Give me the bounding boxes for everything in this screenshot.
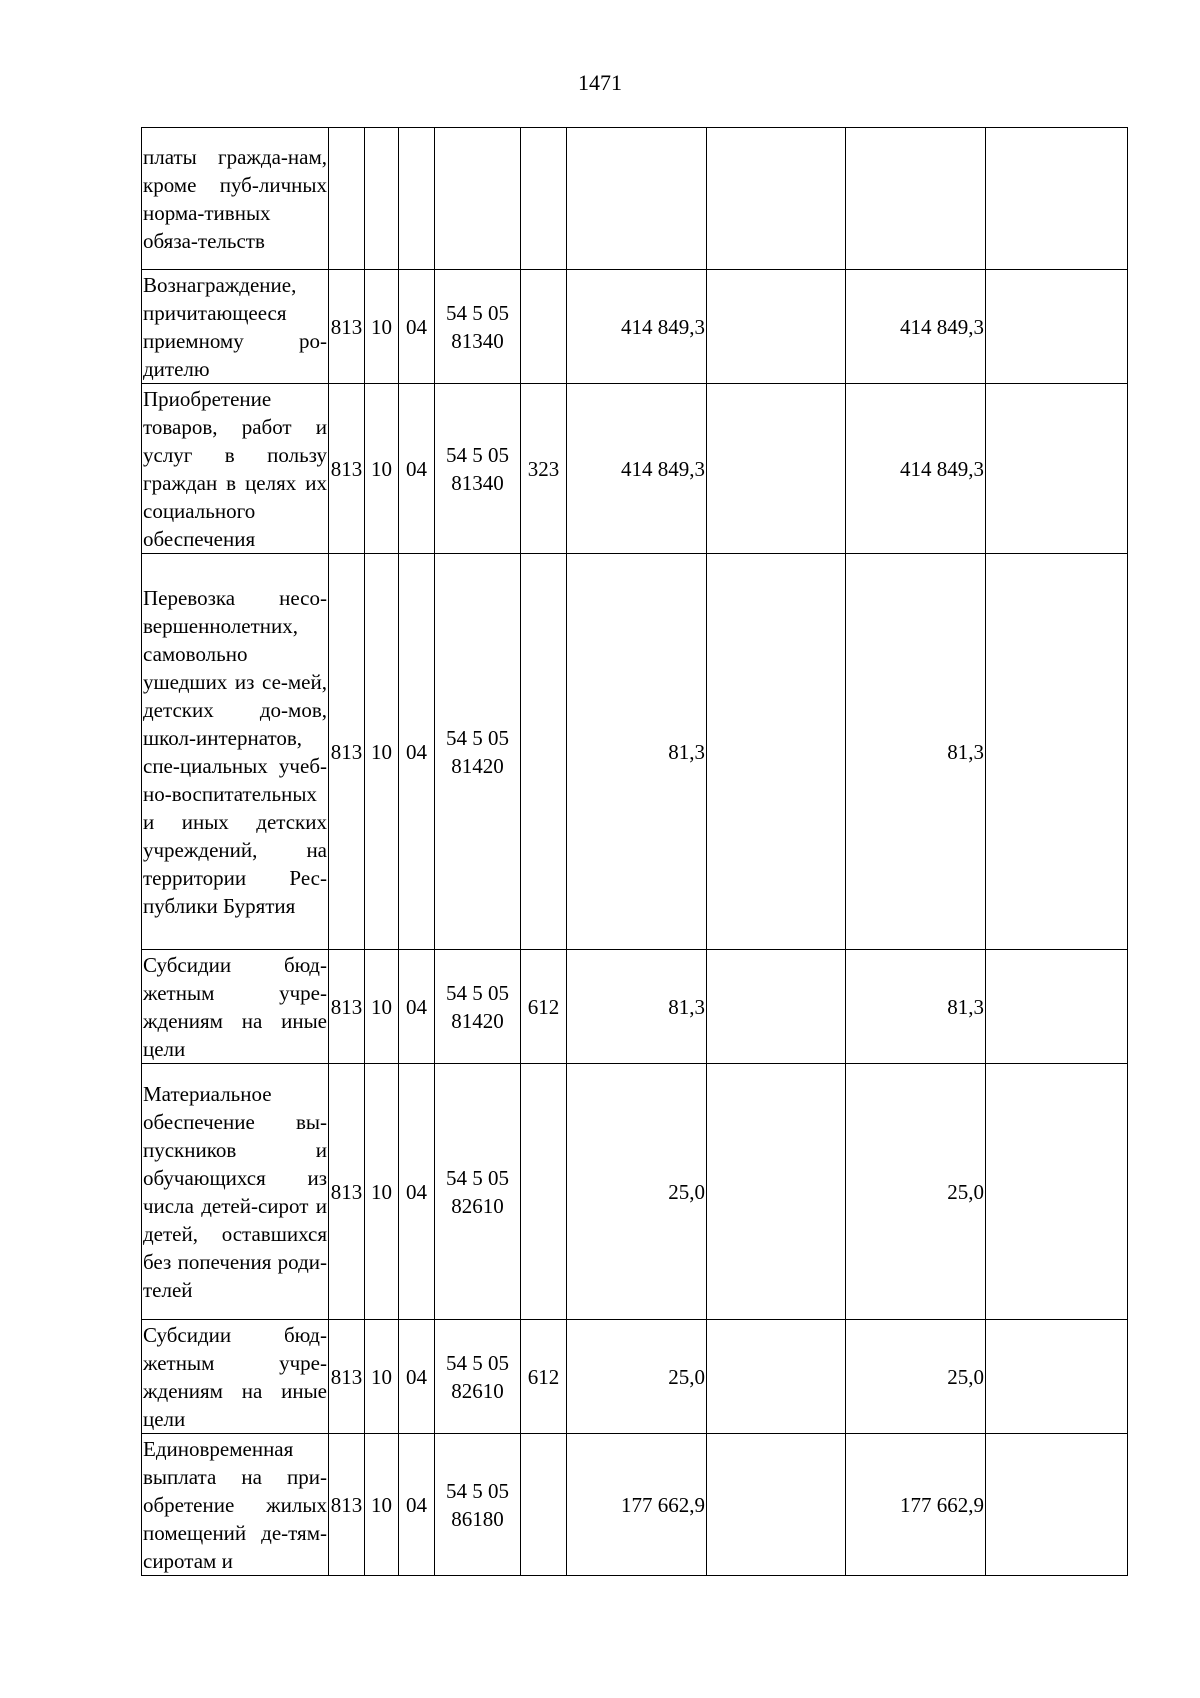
amount-other <box>986 128 1128 270</box>
target-article-code: 54 5 05 82610 <box>435 1320 521 1434</box>
table-row <box>142 128 1128 270</box>
target-article-code: 54 5 05 81340 <box>435 384 521 554</box>
ministry-code: 813 <box>329 1320 365 1434</box>
subsection-code: 04 <box>399 554 435 950</box>
table-row <box>142 1434 1128 1576</box>
target-article-code: 54 5 05 81340 <box>435 270 521 384</box>
table-row <box>142 1064 1128 1320</box>
amount-regional: 414 849,3 <box>846 384 986 554</box>
amount-federal <box>707 950 846 1064</box>
amount-federal <box>707 270 846 384</box>
ministry-code: 813 <box>329 1434 365 1576</box>
page-number: 1471 <box>578 70 622 95</box>
section-code <box>365 128 399 270</box>
budget-table <box>141 127 1128 1576</box>
amount-federal <box>707 384 846 554</box>
section-code: 10 <box>365 950 399 1064</box>
section-code: 10 <box>365 1434 399 1576</box>
amount-total: 25,0 <box>567 1064 707 1320</box>
ministry-code: 813 <box>329 1064 365 1320</box>
amount-regional <box>846 128 986 270</box>
row-description: Материальное обеспечение вы-пускников и обучающихся из числа детей-сирот и детей, оставшихся без попечения роди-телей <box>142 1064 329 1320</box>
expense-type-code: 612 <box>521 950 567 1064</box>
subsection-code: 04 <box>399 384 435 554</box>
amount-regional: 25,0 <box>846 1320 986 1434</box>
target-article-code: 54 5 05 81420 <box>435 554 521 950</box>
row-description: Перевозка несо-вершеннолетних, самовольно ушедших из се-мей, детских до-мов, школ-интернатов, спе-циальных учеб-но-воспитательных и иных детских учреждений, на территории Рес-публики Бурятия <box>142 554 329 950</box>
amount-other <box>986 384 1128 554</box>
row-description: Вознаграждение, причитающееся приемному ро-дителю <box>142 270 329 384</box>
table-row <box>142 1320 1128 1434</box>
subsection-code: 04 <box>399 1434 435 1576</box>
table-row <box>142 554 1128 950</box>
amount-total: 177 662,9 <box>567 1434 707 1576</box>
ministry-code: 813 <box>329 270 365 384</box>
amount-other <box>986 1434 1128 1576</box>
table-row <box>142 384 1128 554</box>
section-code: 10 <box>365 554 399 950</box>
target-article-code: 54 5 05 86180 <box>435 1434 521 1576</box>
expense-type-code <box>521 1064 567 1320</box>
amount-federal <box>707 1320 846 1434</box>
target-article-code <box>435 128 521 270</box>
amount-other <box>986 554 1128 950</box>
expense-type-code <box>521 270 567 384</box>
row-description: Субсидии бюд-жетным учре-ждениям на иные цели <box>142 1320 329 1434</box>
amount-federal <box>707 1064 846 1320</box>
amount-other <box>986 270 1128 384</box>
section-code: 10 <box>365 384 399 554</box>
expense-type-code <box>521 554 567 950</box>
row-description: Единовременная выплата на при-обретение жилых помещений де-тям-сиротам и <box>142 1434 329 1576</box>
amount-regional: 81,3 <box>846 950 986 1064</box>
ministry-code <box>329 128 365 270</box>
subsection-code: 04 <box>399 950 435 1064</box>
table-row <box>142 950 1128 1064</box>
ministry-code: 813 <box>329 554 365 950</box>
amount-total: 25,0 <box>567 1320 707 1434</box>
target-article-code: 54 5 05 81420 <box>435 950 521 1064</box>
amount-regional: 414 849,3 <box>846 270 986 384</box>
amount-regional: 177 662,9 <box>846 1434 986 1576</box>
amount-total: 81,3 <box>567 950 707 1064</box>
subsection-code: 04 <box>399 1320 435 1434</box>
amount-federal <box>707 554 846 950</box>
subsection-code <box>399 128 435 270</box>
amount-total: 414 849,3 <box>567 270 707 384</box>
ministry-code: 813 <box>329 950 365 1064</box>
section-code: 10 <box>365 1064 399 1320</box>
expense-type-code <box>521 128 567 270</box>
amount-total: 81,3 <box>567 554 707 950</box>
amount-total <box>567 128 707 270</box>
amount-other <box>986 950 1128 1064</box>
amount-federal <box>707 128 846 270</box>
row-description: Субсидии бюд-жетным учре-ждениям на иные цели <box>142 950 329 1064</box>
expense-type-code: 612 <box>521 1320 567 1434</box>
subsection-code: 04 <box>399 1064 435 1320</box>
subsection-code: 04 <box>399 270 435 384</box>
row-description: платы гражда-нам, кроме пуб-личных норма-тивных обяза-тельств <box>142 128 329 270</box>
section-code: 10 <box>365 1320 399 1434</box>
amount-total: 414 849,3 <box>567 384 707 554</box>
amount-other <box>986 1320 1128 1434</box>
table-row <box>142 270 1128 384</box>
amount-federal <box>707 1434 846 1576</box>
amount-other <box>986 1064 1128 1320</box>
section-code: 10 <box>365 270 399 384</box>
expense-type-code: 323 <box>521 384 567 554</box>
ministry-code: 813 <box>329 384 365 554</box>
target-article-code: 54 5 05 82610 <box>435 1064 521 1320</box>
amount-regional: 25,0 <box>846 1064 986 1320</box>
row-description: Приобретение товаров, работ и услуг в пользу граждан в целях их социального обеспечения <box>142 384 329 554</box>
expense-type-code <box>521 1434 567 1576</box>
amount-regional: 81,3 <box>846 554 986 950</box>
